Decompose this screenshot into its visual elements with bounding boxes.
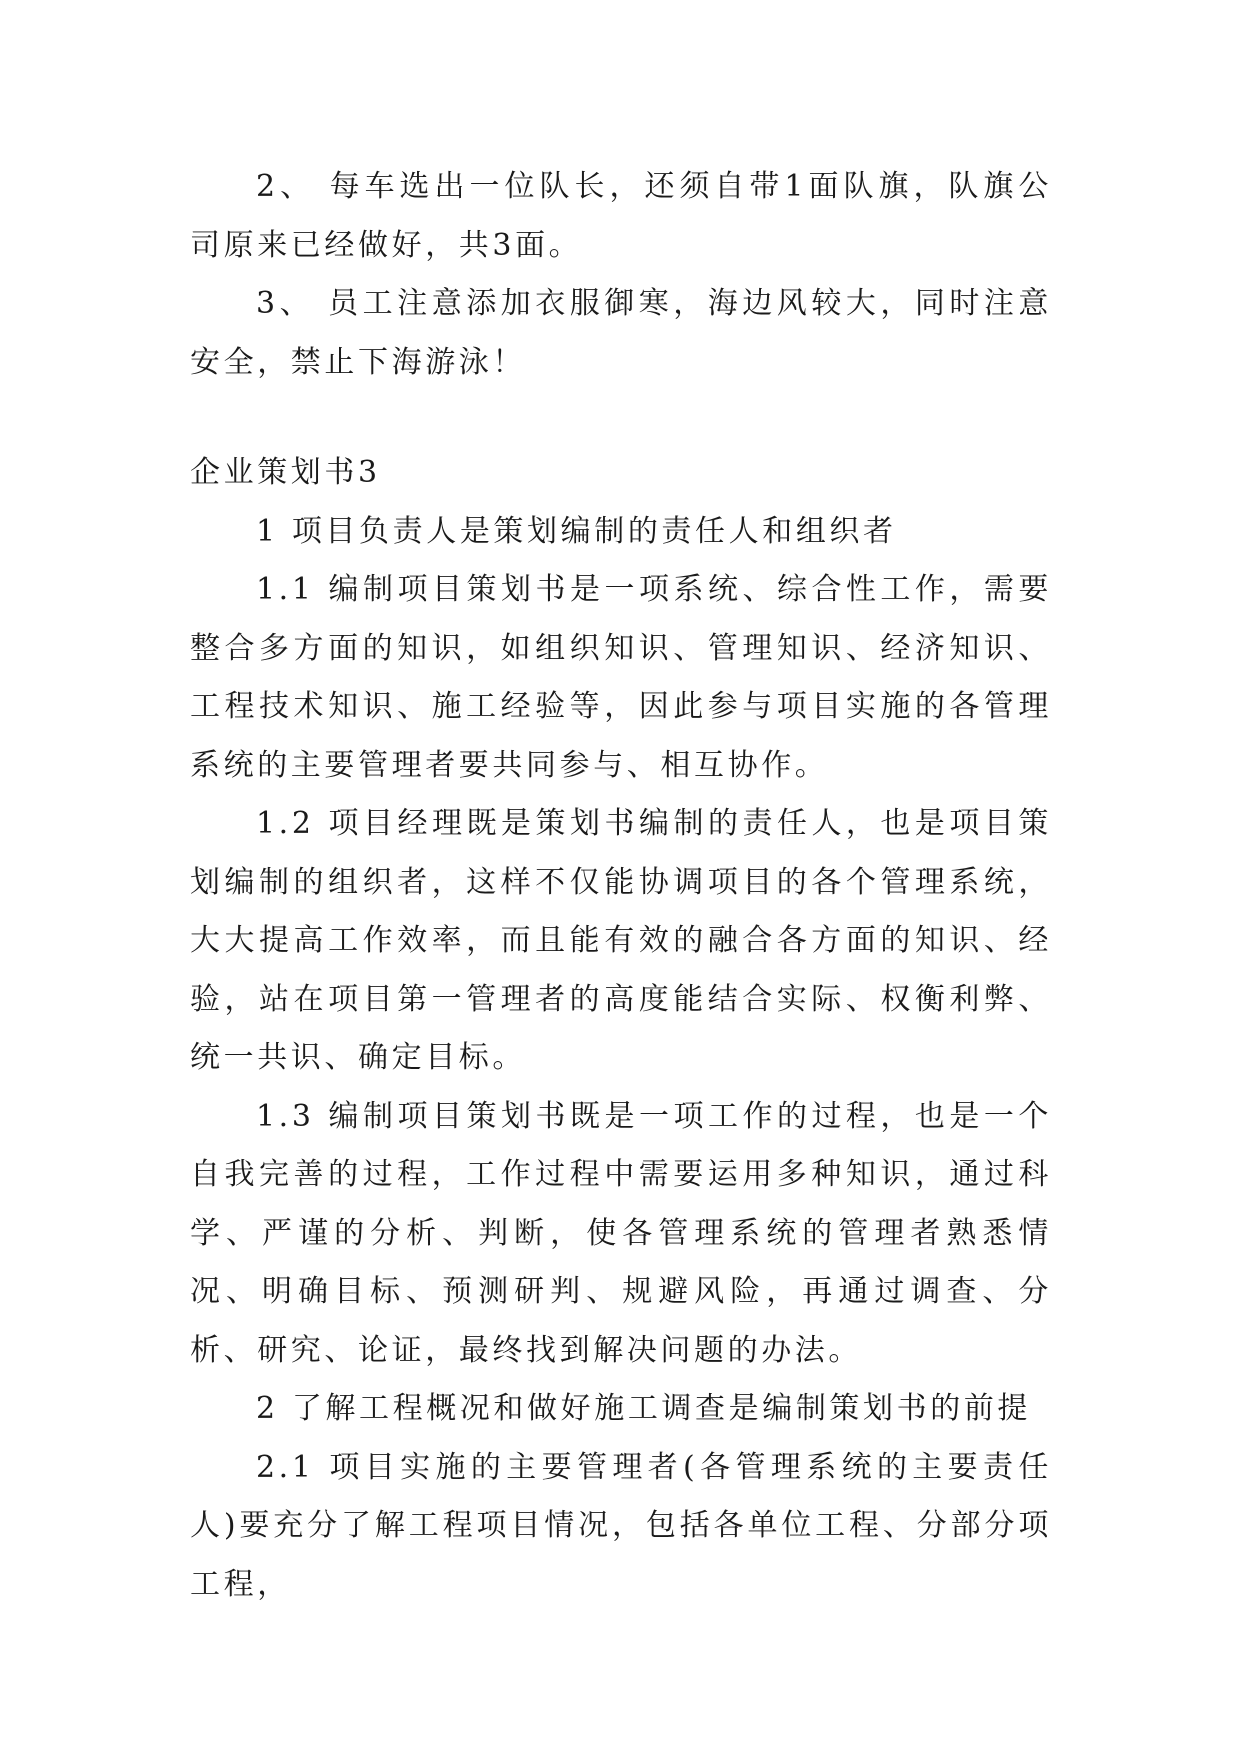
paragraph-1-3: 1.3 编制项目策划书既是一项工作的过程，也是一个自我完善的过程，工作过程中需要运用多种知识，通过科学、严谨的分析、判断，使各管理系统的管理者熟悉情况、明确目标、预测研判、规避风险，再通过调查、分析、研究、论证，最终找到解决问题的办法。 xyxy=(190,1098,1052,1368)
paragraph-1-2: 1.2 项目经理既是策划书编制的责任人，也是项目策划编制的组织者，这样不仅能协调项目的各个管理系统，大大提高工作效率，而且能有效的融合各方面的知识、经验，站在项目第一管理者的高度能结合实际、权衡利弊、统一共识、确定目标。 xyxy=(190,806,1052,1075)
paragraph-1: 1 项目负责人是策划编制的责任人和组织者 xyxy=(256,513,897,549)
document-body xyxy=(190,158,1052,1614)
list-item-3: 3、 员工注意添加衣服御寒，海边风较大，同时注意安全，禁止下海游泳！ xyxy=(190,286,1052,380)
paragraph-2-1: 2.1 项目实施的主要管理者(各管理系统的主要责任人)要充分了解工程项目情况，包括各单位工程、分部分项工程， xyxy=(190,1449,1052,1602)
list-item-2: 2、 每车选出一位队长，还须自带1面队旗，队旗公司原来已经做好，共3面。 xyxy=(190,169,1052,263)
section-title: 企业策划书3 xyxy=(190,455,381,490)
paragraph-1-1: 1.1 编制项目策划书是一项系统、综合性工作，需要整合多方面的知识，如组织知识、管理知识、经济知识、工程技术知识、施工经验等，因此参与项目实施的各管理系统的主要管理者要共同参与、相互协作。 xyxy=(190,572,1052,783)
paragraph-2: 2 了解工程概况和做好施工调查是编制策划书的前提 xyxy=(256,1391,1032,1426)
